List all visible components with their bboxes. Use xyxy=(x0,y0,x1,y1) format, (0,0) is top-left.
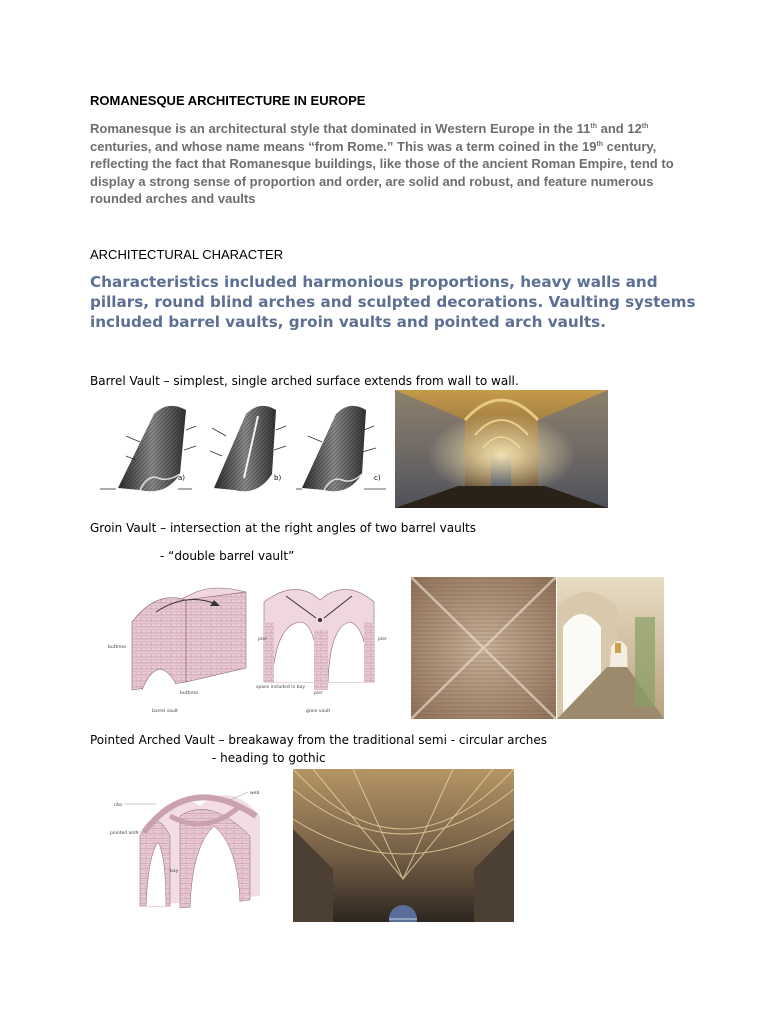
intro-sup-3: th xyxy=(596,140,604,148)
intro-paragraph xyxy=(90,120,680,208)
pointed-vault-cathedral-photo xyxy=(293,769,514,922)
groin-vault-model xyxy=(264,589,374,690)
intro-sup-2: th xyxy=(641,123,649,130)
pointed-vault-caption: Pointed Arched Vault – breakaway from the traditional semi - circular arches xyxy=(90,733,548,747)
barrel-vault-caption: Barrel Vault – simplest, single arched surface extends from wall to wall. xyxy=(90,374,519,388)
label-barrel-vault: barrel vault xyxy=(152,709,178,714)
label-bay: bay xyxy=(170,869,179,874)
pointed-vault-diagram xyxy=(110,776,276,916)
intro-text-3: centuries, and whose name means “from Rome.” This was a term coined in the 19 xyxy=(90,138,597,154)
section-heading: ARCHITECTURAL CHARACTER xyxy=(90,247,284,262)
barrel-vault-diagram xyxy=(96,396,390,500)
pointed-vault-subcaption: - heading to gothic xyxy=(212,751,326,765)
barrel-vault-c xyxy=(302,406,366,491)
label-pier-bottom: pier xyxy=(314,691,323,696)
label-space-bay: space included in bay xyxy=(256,685,306,690)
intro-text-1: Romanesque is an architectural style that dominated in Western Europe in the 11 xyxy=(90,121,591,136)
document-title: ROMANESQUE ARCHITECTURE IN EUROPE xyxy=(90,93,366,108)
groin-vault-ceiling-photo xyxy=(411,577,556,719)
label-buttress-top: buttress xyxy=(108,645,127,650)
barrel-vault-block xyxy=(132,588,246,690)
label-groin-vault: groin vault xyxy=(306,709,331,714)
barrel-label-a: a) xyxy=(178,474,186,482)
label-webb: web xyxy=(250,791,260,796)
label-ribs: ribs xyxy=(114,803,123,808)
intro-text-4: century, reflecting the fact that Romanesque buildings, like those of the ancient Roman Empire, tend to display a strong sense of proportion and order, are solid and robust, and feature numerous rounded arches and vaults xyxy=(90,138,674,207)
groin-vault-diagram xyxy=(106,582,406,718)
label-buttress-bottom: buttress xyxy=(180,691,199,696)
label-pier-left: pier xyxy=(258,637,267,642)
barrel-label-b: b) xyxy=(274,474,282,482)
intro-sup-1: th xyxy=(590,123,597,130)
label-pointed-arch: pointed arch xyxy=(110,831,139,836)
barrel-vault-a xyxy=(118,406,186,491)
groin-vault-subcaption: - “double barrel vault” xyxy=(160,549,295,563)
intro-text-2: and 12 xyxy=(597,121,642,136)
barrel-vault-b xyxy=(214,406,276,491)
groin-vault-cloister-photo xyxy=(557,577,664,719)
barrel-vault-nave-photo xyxy=(395,390,608,508)
label-pier-right: pier xyxy=(378,637,387,642)
groin-vault-caption: Groin Vault – intersection at the right angles of two barrel vaults xyxy=(90,521,477,535)
characteristics-paragraph: Characteristics included harmonious proportions, heavy walls and pillars, round blind arches and sculpted decorations. Vaulting systems included barrel vaults, groin vaults and pointed arch vaults. xyxy=(90,273,696,331)
barrel-label-c: c) xyxy=(374,474,381,482)
